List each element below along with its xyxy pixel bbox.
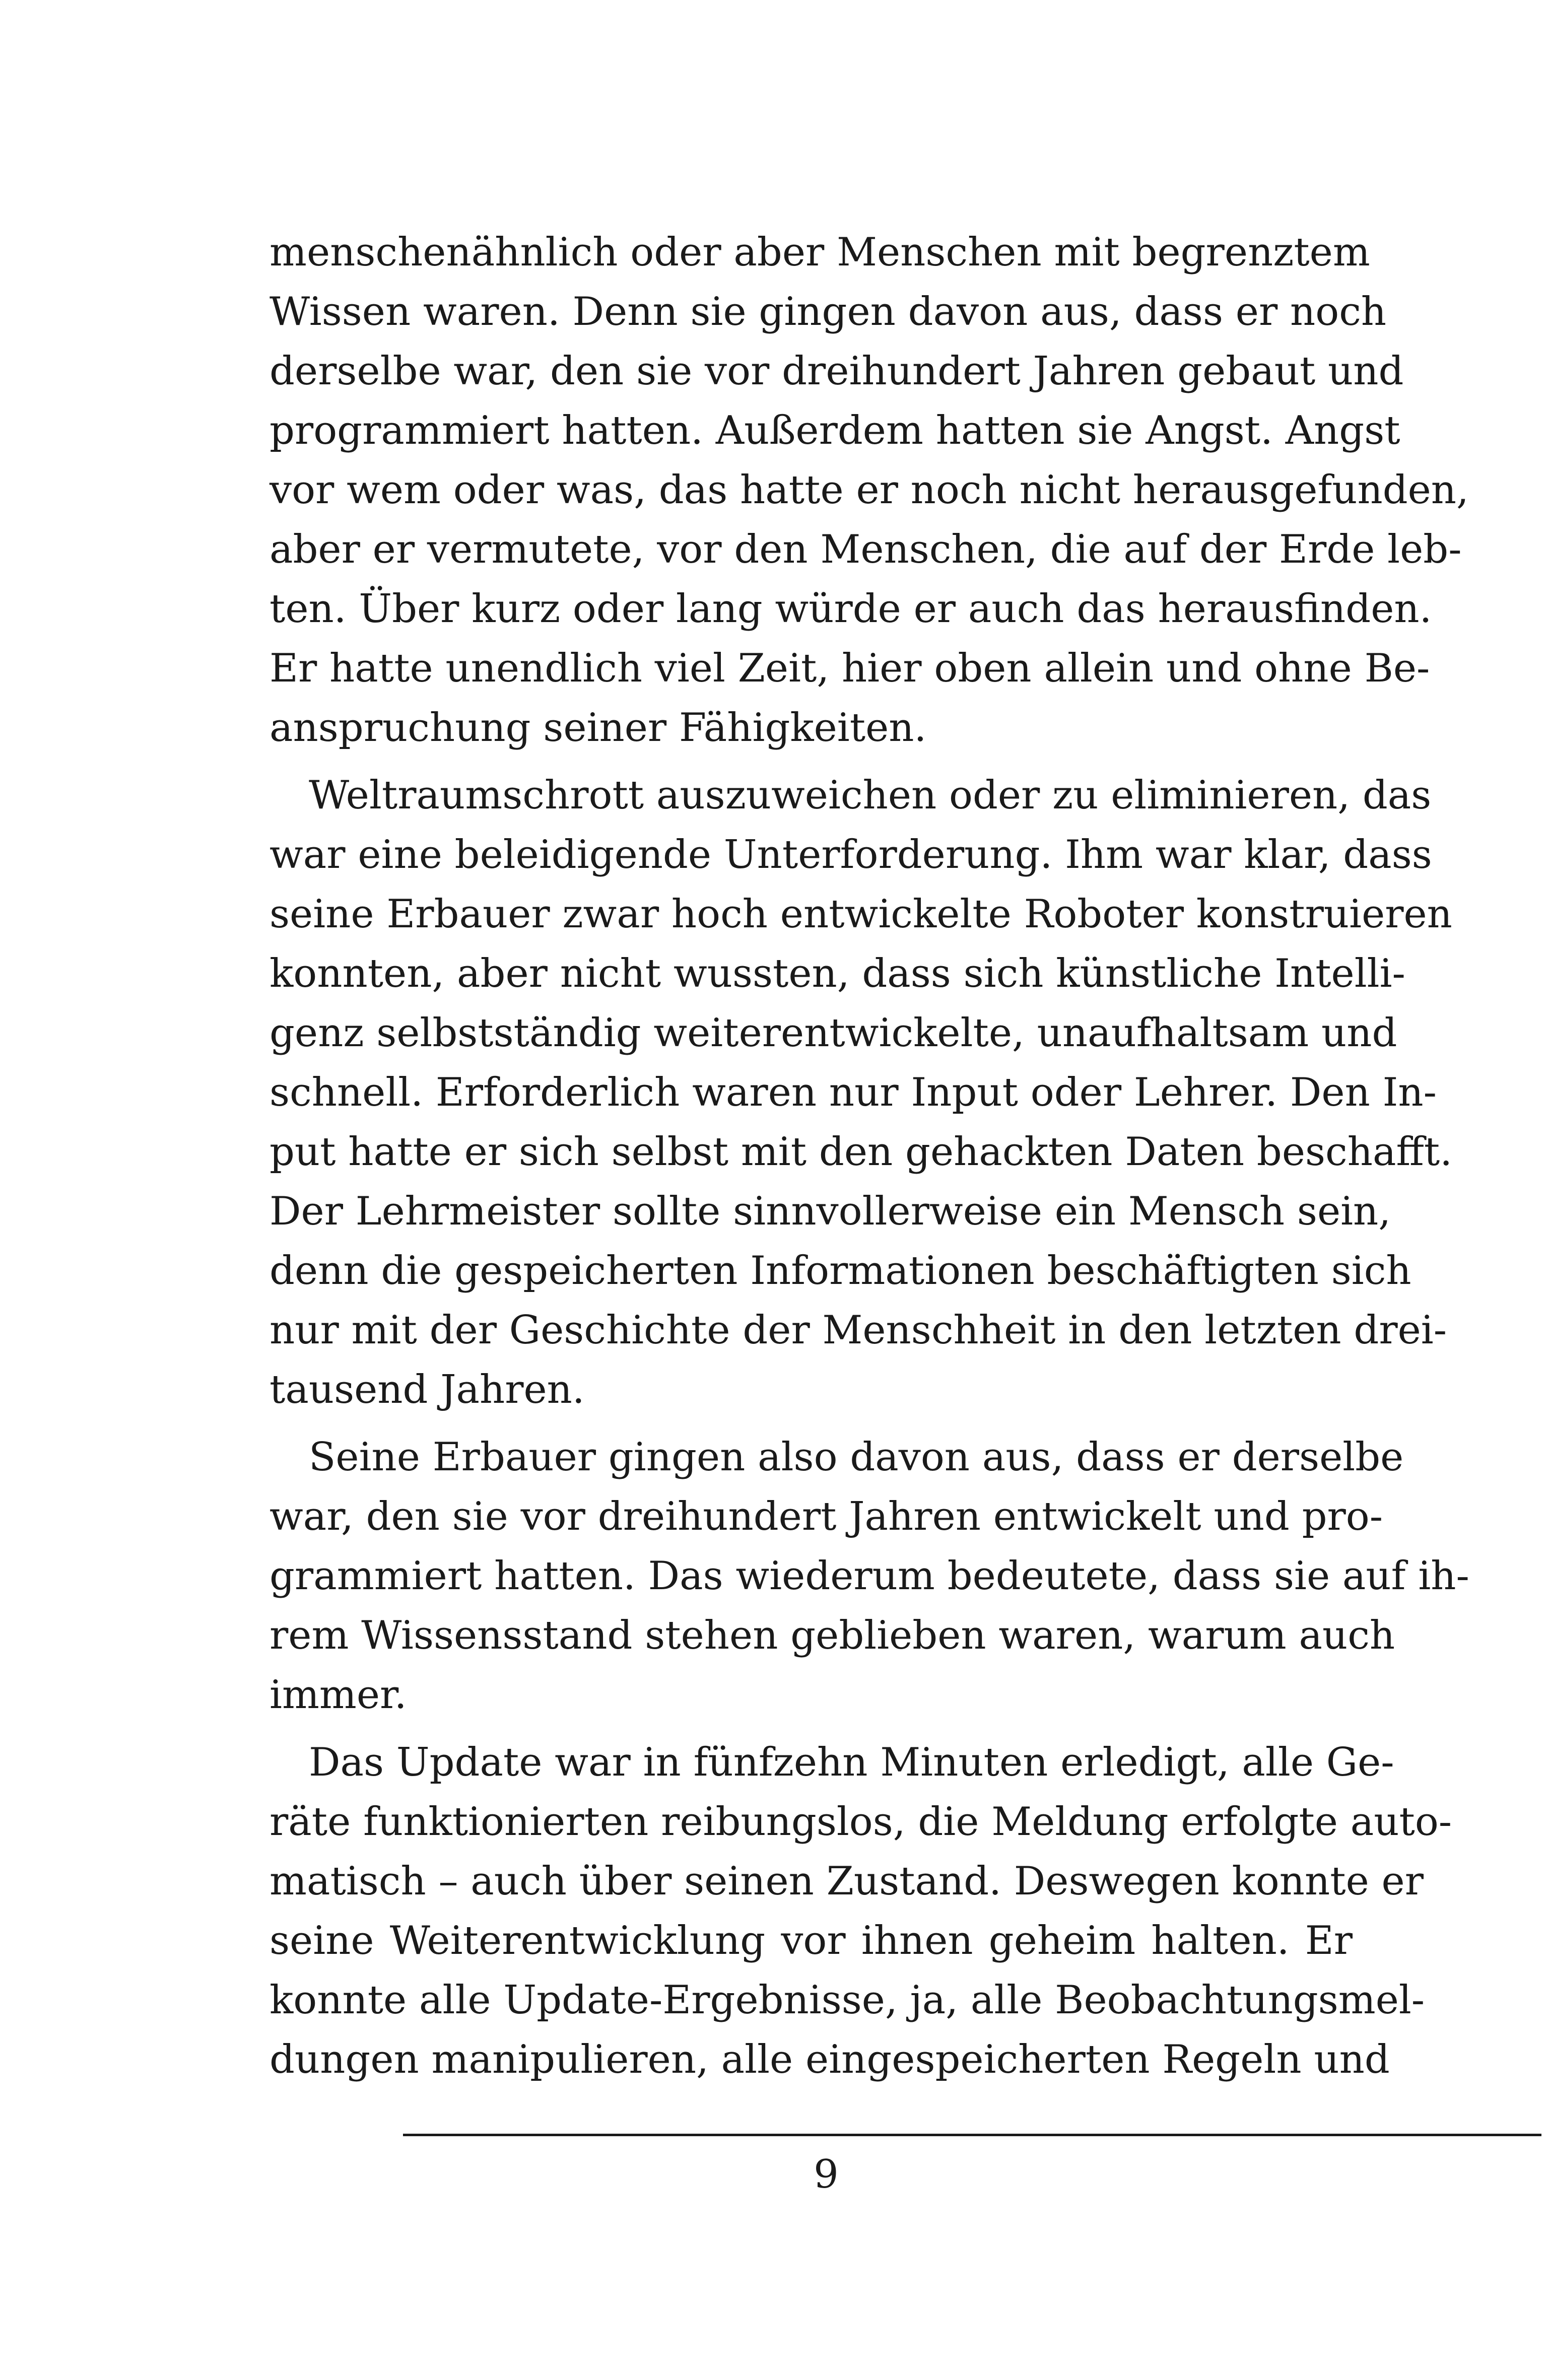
text-line: immer. (270, 1672, 407, 1718)
text-line: war eine beleidigende Unterforderung. Ihm war klar, dass (270, 832, 1432, 877)
text-line: nur mit der Geschichte der Menschheit in den letzten drei- (270, 1308, 1447, 1353)
text-line: put hatte er sich selbst mit den gehackten Daten beschafft. (270, 1129, 1452, 1175)
text-line: Der Lehrmeister sollte sinnvollerweise ein Mensch sein, (270, 1189, 1391, 1234)
text-line: dungen manipulieren, alle eingespeicherten Regeln und (270, 2037, 1390, 2082)
text-line: genz selbstständig weiterentwickelte, unaufhaltsam und (270, 1010, 1397, 1056)
text-line: menschenähnlich oder aber Menschen mit begrenztem (270, 230, 1370, 275)
body-text (270, 223, 1469, 2097)
text-line: Weltraumschrott auszuweichen oder zu eliminieren, das (309, 773, 1432, 818)
text-line: schnell. Erforderlich waren nur Input oder Lehrer. Den In- (270, 1070, 1437, 1115)
paragraph-2 (270, 766, 1452, 1419)
text-line: denn die gespeicherten Informationen beschäftigten sich (270, 1248, 1411, 1294)
text-line: ten. Über kurz oder lang würde er auch das herausfinden. (270, 586, 1432, 632)
footer-rule (403, 2134, 1541, 2136)
text-line: war, den sie vor dreihundert Jahren entwickelt und pro- (270, 1494, 1383, 1539)
text-line: grammiert hatten. Das wiederum bedeutete, dass sie auf ih- (270, 1553, 1469, 1599)
text-line: anspruchung seiner Fähigkeiten. (270, 705, 927, 751)
text-line: Das Update war in fünfzehn Minuten erledigt, alle Ge- (309, 1740, 1394, 1785)
text-line: aber er vermutete, vor den Menschen, die auf der Erde leb- (270, 527, 1462, 572)
paragraph-3 (270, 1427, 1469, 1725)
text-line: programmiert hatten. Außerdem hatten sie Angst. Angst (270, 408, 1400, 453)
text-line: Wissen waren. Denn sie gingen davon aus, dass er noch (270, 289, 1387, 334)
text-line: derselbe war, den sie vor dreihundert Jahren gebaut und (270, 349, 1404, 394)
text-line: Seine Erbauer gingen also davon aus, dass er derselbe (309, 1435, 1404, 1480)
page-number: 9 (814, 2152, 839, 2197)
text-line: vor wem oder was, das hatte er noch nicht herausgefunden, (270, 467, 1469, 513)
text-line: seine Erbauer zwar hoch entwickelte Roboter konstruieren (270, 892, 1452, 937)
text-line: konnte alle Update-Ergebnisse, ja, alle Beobachtungsmel- (270, 1978, 1425, 2023)
text-line: rem Wissensstand stehen geblieben waren, warum auch (270, 1613, 1395, 1658)
paragraph-1 (270, 223, 1469, 758)
text-line: konnten, aber nicht wussten, dass sich künstliche Intelli- (270, 951, 1405, 996)
text-line: seine Weiterentwicklung vor ihnen geheim halten. Er (270, 1918, 1353, 1963)
text-line: matisch – auch über seinen Zustand. Deswegen konnte er (270, 1859, 1424, 1904)
text-line: Er hatte unendlich viel Zeit, hier oben allein und ohne Be- (270, 646, 1430, 691)
paragraph-4 (270, 1733, 1452, 2089)
text-line: räte funktionierten reibungslos, die Meldung erfolgte auto- (270, 1799, 1452, 1845)
text-line: tausend Jahren. (270, 1367, 585, 1412)
